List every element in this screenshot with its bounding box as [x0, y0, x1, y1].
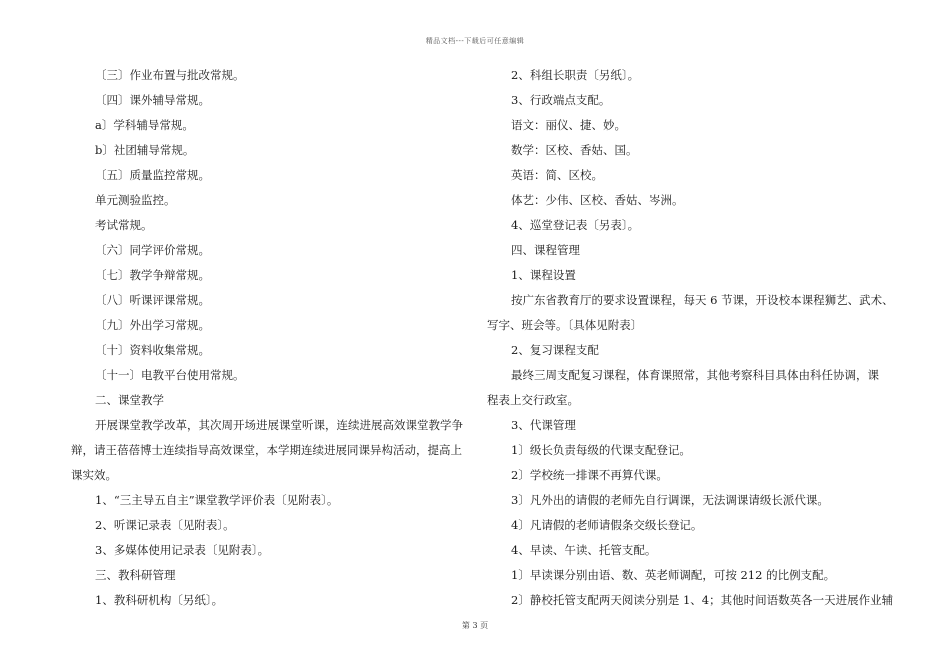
- text-line: 体艺：少伟、区校、香姑、岑洲。: [511, 193, 684, 207]
- text-line: 按广东省教育厅的要求设置课程，每天 6 节课，开设校本课程狮艺、武术、: [511, 293, 894, 307]
- text-line: 4、巡堂登记表〔另表〕。: [511, 218, 640, 232]
- text-line: 最终三周支配复习课程，体育课照常，其他考察科目具体由科任协调，课: [511, 368, 879, 382]
- text-line: 3、多媒体使用记录表〔见附表〕。: [95, 543, 270, 557]
- text-line: 英语：简、区校。: [511, 168, 603, 182]
- text-line: 2、复习课程支配: [511, 343, 599, 357]
- text-line: 〔五〕质量监控常规。: [95, 168, 210, 182]
- text-line: 〔十一〕电教平台使用常规。: [95, 368, 245, 382]
- text-line: 1〕早读课分别由语、数、英老师调配，可按 212 的比例支配。: [511, 568, 836, 582]
- page-header: 精品文档---下载后可任意编辑: [425, 37, 525, 45]
- text-line: 二、课堂教学: [95, 393, 164, 407]
- text-line: b〕社团辅导常规。: [95, 143, 195, 157]
- page-number: 第 3 页: [461, 621, 489, 630]
- text-line: 2、听课记录表〔见附表〕。: [95, 518, 235, 532]
- text-line: 1、“三主导五自主”课堂教学评价表〔见附表〕。: [95, 493, 339, 507]
- text-line: 考试常规。: [95, 218, 153, 232]
- text-line: 1、教科研机构〔另纸〕。: [95, 593, 224, 607]
- text-line: 语文：丽仪、捷、妙。: [511, 118, 626, 132]
- text-line: 2〕静校托管支配两天阅读分别是 1、4；其他时间语数英各一天进展作业辅: [511, 593, 894, 607]
- text-line: 2〕学校统一排课不再算代课。: [511, 468, 668, 482]
- text-line: 〔四〕课外辅导常规。: [95, 93, 210, 107]
- text-line: 4〕凡请假的老师请假条交级长登记。: [511, 518, 703, 532]
- text-line: 三、教科研管理: [95, 568, 176, 582]
- paragraph-continuation: 课实效。: [71, 468, 117, 482]
- text-line: 3、行政端点支配。: [511, 93, 611, 107]
- right-column: [487, 63, 894, 613]
- text-line: 1〕级长负责每级的代课支配登记。: [511, 443, 691, 457]
- text-line: 2、科组长职责〔另纸〕。: [511, 68, 640, 82]
- text-line: 3、代课管理: [511, 418, 576, 432]
- text-line: 四、课程管理: [511, 243, 580, 257]
- text-line: a〕学科辅导常规。: [95, 118, 194, 132]
- text-line: 〔九〕外出学习常规。: [95, 318, 210, 332]
- text-line: 〔七〕教学争辩常规。: [95, 268, 210, 282]
- text-line: 〔十〕资料收集常规。: [95, 343, 210, 357]
- paragraph-continuation: 程表上交行政室。: [487, 393, 579, 407]
- text-line: 1、课程设置: [511, 268, 576, 282]
- paragraph-continuation: 辩，请王蓓蓓博士连续指导高效课堂，本学期连续进展同课异构活动，提高上: [71, 443, 462, 457]
- text-line: 〔六〕同学评价常规。: [95, 243, 210, 257]
- text-line: 数学：区校、香姑、国。: [511, 143, 638, 157]
- left-column: [71, 63, 467, 613]
- paragraph-continuation: 写字、班会等。〔具体见附表〕: [487, 318, 643, 332]
- text-line: 开展课堂教学改革，其次周开场进展课堂听课，连续进展高效课堂教学争: [95, 418, 463, 432]
- text-line: 单元测验监控。: [95, 193, 176, 207]
- text-line: 〔八〕听课评课常规。: [95, 293, 210, 307]
- text-line: 3〕凡外出的请假的老师先自行调课，无法调课请级长派代课。: [511, 493, 829, 507]
- text-line: 〔三〕作业布置与批改常规。: [95, 68, 245, 82]
- text-line: 4、早读、午读、托管支配。: [511, 543, 657, 557]
